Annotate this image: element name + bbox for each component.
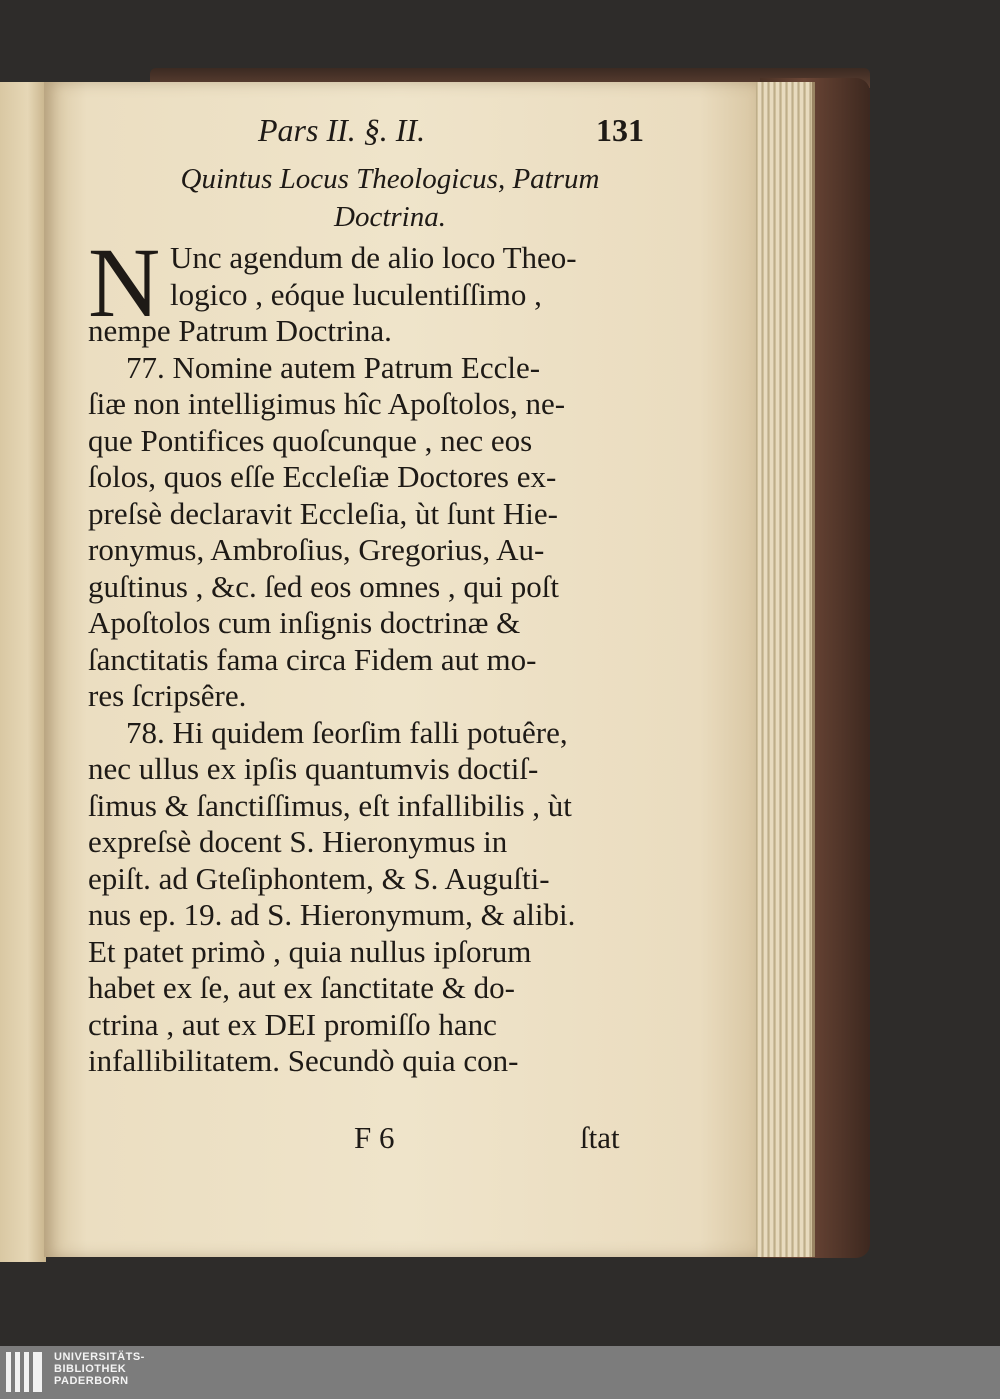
text-line: nus ep. 19. ad S. Hieronymum, & alibi.: [88, 897, 576, 932]
text-line: Et patet primò , quia nullus ipſorum: [88, 933, 532, 969]
library-bar: [0, 1346, 1000, 1399]
text-line: epiſt. ad Gteſiphontem, & S. Auguſti-: [88, 860, 550, 896]
text-line: Apoſtolos cum inſignis doctrinæ &: [88, 605, 521, 640]
text-line: Unc agendum de alio loco Theo-: [170, 240, 577, 275]
heading-line-2: Doctrina.: [334, 201, 446, 233]
facing-page-edge: [0, 82, 46, 1262]
text-line: ctrina , aut ex DEI promiſſo hanc: [88, 1006, 497, 1042]
text-line: 77. Nomine autem Patrum Eccle-: [126, 349, 541, 385]
text-line: nec ullus ex ipſis quantumvis doctiſ-: [88, 751, 539, 786]
text-line: ſanctitatis fama circa Fidem aut mo-: [88, 641, 537, 677]
signature-mark: F 6: [354, 1120, 395, 1155]
library-name-line-1: UNIVERSITÄTS-: [54, 1351, 145, 1363]
running-head: [258, 112, 658, 152]
text-line: expreſsè docent S. Hieronymus in: [88, 824, 508, 859]
text-line: habet ex ſe, aut ex ſanctitate & do-: [88, 970, 515, 1005]
library-logo-icon: [6, 1352, 46, 1394]
page-number: 131: [596, 112, 644, 148]
section-heading: [130, 160, 650, 236]
text-line: logico , eóque luculentiſſimo ,: [170, 276, 542, 312]
text-line: preſsè declaravit Eccleſia, ùt ſunt Hie-: [88, 495, 558, 531]
text-line: guſtinus , &c. ſed eos omnes , qui poſt: [88, 568, 559, 604]
library-name-line-2: BIBLIOTHEK: [54, 1363, 127, 1375]
drop-cap: N: [88, 227, 161, 338]
text-line: infallibilitatem. Secundò quia con-: [88, 1043, 519, 1078]
text-line: ſiæ non intelligimus hîc Apoſtolos, ne-: [88, 386, 566, 421]
text-line: ronymus, Ambroſius, Gregorius, Au-: [88, 532, 545, 567]
catchword: ſtat: [580, 1120, 620, 1155]
text-line: 78. Hi quidem ſeorſim falli potuêre,: [126, 714, 568, 750]
text-line: res ſcripsêre.: [88, 678, 247, 713]
heading-line-1: Quintus Locus Theologicus, Patrum: [180, 163, 600, 195]
text-line: ſimus & ſanctiſſimus, eſt infallibilis , ùt: [88, 787, 572, 823]
facing-page-marks: [4, 252, 18, 902]
text-line: ſolos, quos eſſe Eccleſiæ Doctores ex-: [88, 459, 557, 494]
body-text: [88, 227, 648, 1080]
page-edges: [752, 82, 815, 1257]
text-line: que Pontifices quoſcunque , nec eos: [88, 422, 533, 458]
running-head-title: Pars II. §. II.: [258, 112, 426, 148]
library-name: [54, 1351, 145, 1387]
library-name-line-3: PADERBORN: [54, 1375, 129, 1387]
text-line: nempe Patrum Doctrina.: [88, 313, 392, 348]
